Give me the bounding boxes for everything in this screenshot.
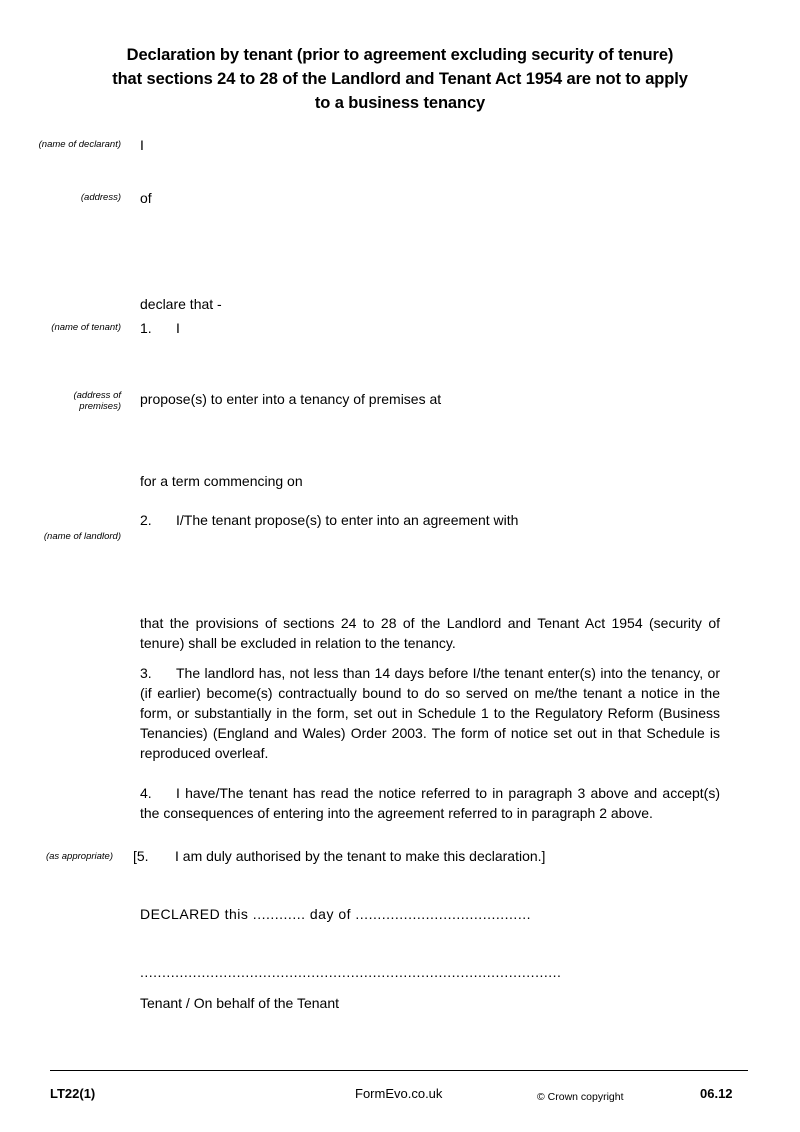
margin-note-address-of-premises-line-2: premises)	[79, 401, 121, 412]
declare-that-line: declare that -	[140, 296, 222, 312]
item-2-text: I/The tenant propose(s) to enter into an agreement with	[176, 512, 519, 528]
term-commencing-line: for a term commencing on	[140, 473, 303, 489]
item-4-number: 4.	[140, 785, 152, 801]
margin-note-address: (address)	[80, 192, 121, 203]
margin-note-address-of-premises-line-1: (address of	[73, 390, 121, 401]
margin-note-name-of-declarant: (name of declarant)	[38, 139, 121, 150]
item-4-text: I have/The tenant has read the notice referred to in paragraph 3 above and accept(s) the consequences of entering into the agreement referred to in paragraph 2 above.	[140, 785, 720, 821]
footer-copyright: © Crown copyright	[537, 1091, 624, 1103]
item-2-number: 2.	[140, 512, 152, 528]
footer-site-name: FormEvo.co.uk	[355, 1086, 443, 1101]
footer-form-code: LT22(1)	[50, 1086, 96, 1101]
item-5-text: I am duly authorised by the tenant to make this declaration.]	[175, 848, 546, 864]
footer-date: 06.12	[700, 1086, 733, 1101]
item-3-number: 3.	[140, 665, 152, 681]
propose-premises-line: propose(s) to enter into a tenancy of premises at	[140, 391, 442, 407]
item-1-text: I	[176, 320, 180, 336]
declarant-pronoun: I	[140, 137, 144, 153]
item-1	[140, 318, 180, 338]
signature-dotted-line: ................................................................................................	[140, 964, 562, 980]
margin-note-as-appropriate: (as appropriate)	[45, 851, 113, 862]
declared-date-line: DECLARED this ............ day of ........................................	[140, 906, 531, 922]
margin-note-name-of-tenant: (name of tenant)	[51, 322, 121, 333]
page-title: Declaration by tenant (prior to agreement excluding security of tenure) that sections 24 to 28 of the Landlord and Tenant Act 1954 are not to apply to a business tenancy	[112, 46, 688, 112]
margin-note-address-of-premises	[0, 390, 121, 412]
item-5	[133, 846, 545, 866]
item-3-text: The landlord has, not less than 14 days before I/the tenant enter(s) into the tenancy, or (if earlier) become(s) contractually bound to do so served on me/the tenant a notice in the form, or substantially in the form, set out in Schedule 1 to the Regulatory Reform (Business Tenancies) (England and Wales) Order 2003. The form of notice set out in that Schedule is reproduced overleaf.	[140, 665, 720, 761]
item-4	[140, 783, 720, 823]
signature-caption: Tenant / On behalf of the Tenant	[140, 995, 340, 1011]
margin-note-name-of-landlord: (name of landlord)	[43, 531, 121, 542]
address-of-label: of	[140, 190, 152, 206]
footer-divider	[50, 1070, 748, 1071]
item-2	[140, 510, 545, 530]
exclusion-paragraph: that the provisions of sections 24 to 28 of the Landlord and Tenant Act 1954 (security of tenure) shall be excluded in relation to the tenancy.	[140, 615, 720, 651]
item-3	[140, 663, 720, 763]
item-1-number: 1.	[140, 320, 152, 336]
item-5-number: [5.	[133, 848, 149, 864]
